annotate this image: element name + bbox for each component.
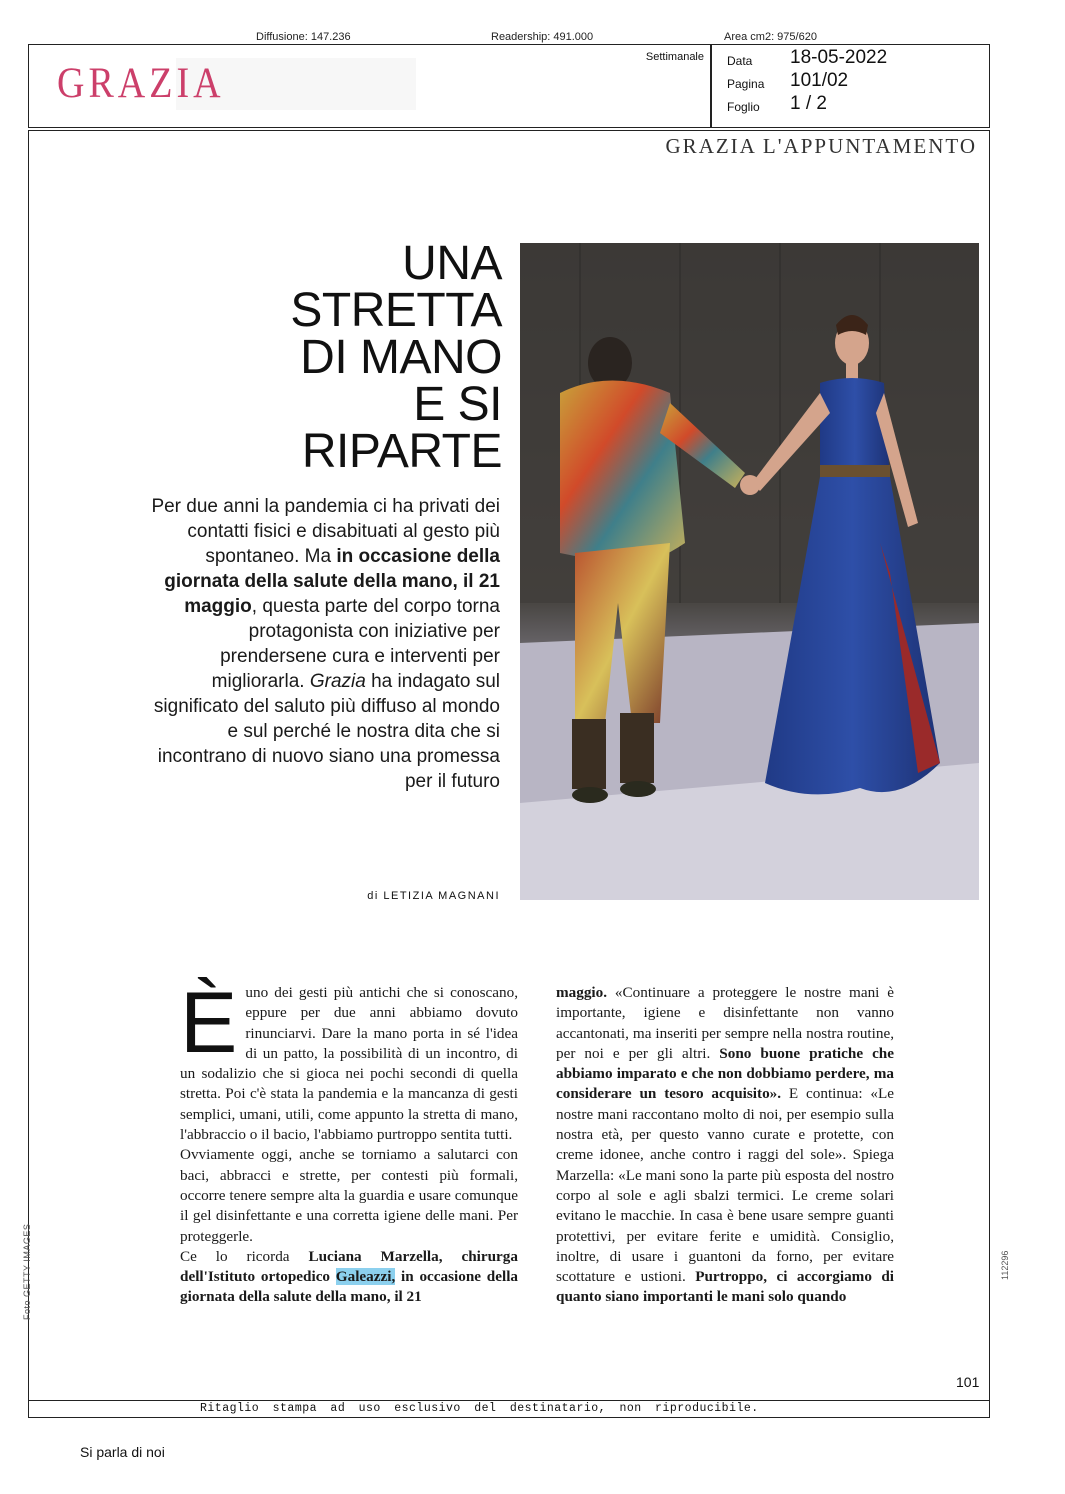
headline-line: E SI	[413, 378, 502, 431]
body-paragraph: Ovviamente oggi, anche se torniamo a salutarci con baci, abbracci e strette, per contesti più formali, occorre tenere sempre alta la guardia e usare comunque il gel disinfettante e una corretta igiene delle mani. Per proteggerle.	[180, 1146, 518, 1245]
readership-text: Readership: 491.000	[491, 31, 594, 43]
body-paragraph: uno dei gesti più antichi che si conoscano, eppure per due anni abbiamo dovuto rinunciarvi. Dare la mano porta in sé l'idea di un patto, la possibilità di un incontro, di un sodalizio che si gioca nei pochi secondi di quella stretta. Poi c'è stata la pandemia e la mancanza di gesti semplici, umani, utili, come appunto la stretta di mano, l'abbraccio o il bacio, l'abbiamo purtroppo sentita tutti.	[180, 984, 518, 1144]
data-value: 18-05-2022	[790, 47, 888, 68]
dek-text: , questa parte del corpo torna protagonista con iniziative per prendersene cura e interventi per migliorarla.	[211, 596, 500, 692]
pagina-label: Pagina	[727, 77, 765, 91]
highlighted-word: Galeazzi,	[335, 1268, 396, 1286]
frequency-label: Settimanale	[645, 51, 704, 63]
body-paragraph	[180, 1247, 518, 1308]
section-title: GRAZIA L'APPUNTAMENTO	[665, 134, 977, 158]
headline-line: UNA	[402, 237, 502, 290]
byline: di LETIZIA MAGNANI	[367, 890, 500, 902]
body-text: E continua: «Le nostre mani raccontano molto di noi, per esempio sulla nostra età, per questo vanno curate e protette, con creme idonee, anche contro i raggi del sole». Spiega Marzella: «Le mani sono la parte più esposta del nostro corpo al sole e agli sbalzi termici. Le creme solari evitano le macchie. In casa è bene usare sempre guanti protettivi, per evitare ferite e umidità. Consiglio, inoltre, di usare i guantoni da forno, per evitare scottature e ustioni.	[556, 1085, 894, 1286]
diffusione-text: Diffusione: 147.236	[256, 31, 351, 43]
body-text: «Continuare a proteggere le nostre mani è importante, igiene e disinfettante non vanno accantonati, ma inseriti per sempre nella nostra routine, per noi e per gli altri.	[556, 984, 894, 1062]
body-paragraph	[556, 983, 894, 1308]
body-bold: maggio.	[556, 984, 608, 1001]
pagina-value: 101/02	[790, 70, 849, 91]
photo-credit: Foto GETTY IMAGES	[22, 1223, 32, 1320]
foglio-label: Foglio	[727, 100, 760, 114]
dropcap: È	[180, 975, 238, 1071]
headline-line: RIPARTE	[301, 425, 502, 478]
dek-text: Per due anni la pandemia ci ha privati dei contatti fisici e disabituati al gesto più spontaneo. Ma	[151, 496, 500, 567]
grazia-logo: GRAZIA	[57, 58, 225, 108]
dek-italic: Grazia	[309, 671, 366, 692]
headline-line: DI MANO	[300, 331, 502, 384]
body-bold: Luciana Marzella, chirurga dell'Istituto ortopedico	[180, 1247, 518, 1286]
footer-disclaimer: Ritaglio stampa ad uso esclusivo del destinatario, non riproducibile.	[28, 1400, 990, 1418]
headline-line: STRETTA	[290, 284, 502, 337]
runway-photo	[520, 243, 979, 900]
dek-bold: in occasione della giornata della salute della mano, il 21 maggio	[164, 546, 500, 617]
body-column-2	[556, 983, 894, 1308]
body-bold: Purtroppo, ci accorgiamo di quanto siano importanti le mani solo quando	[556, 1268, 894, 1306]
dek-text: ha indagato sul significato del saluto più diffuso al mondo e sul perché le nostra dita che si incontrano di nuovo siano una promessa per il futuro	[153, 671, 500, 792]
body-bold: Sono buone pratiche che abbiamo imparato e che non dobbiamo perdere, ma considerare un tesoro acquisito».	[556, 1044, 894, 1103]
article-dek	[140, 494, 500, 794]
body-text: Ce lo ricorda	[180, 1247, 309, 1265]
page-number: 101	[956, 1374, 980, 1390]
bottom-label: Si parla di noi	[80, 1444, 165, 1460]
foglio-value: 1 / 2	[790, 93, 827, 114]
clip-code: 112296	[1000, 1250, 1010, 1280]
area-text: Area cm2: 975/620	[724, 31, 817, 43]
data-label: Data	[727, 54, 753, 68]
headline	[140, 237, 502, 478]
body-column-1	[180, 975, 519, 1308]
body-bold: in occasione della giornata della salute della mano, il 21	[180, 1268, 519, 1306]
